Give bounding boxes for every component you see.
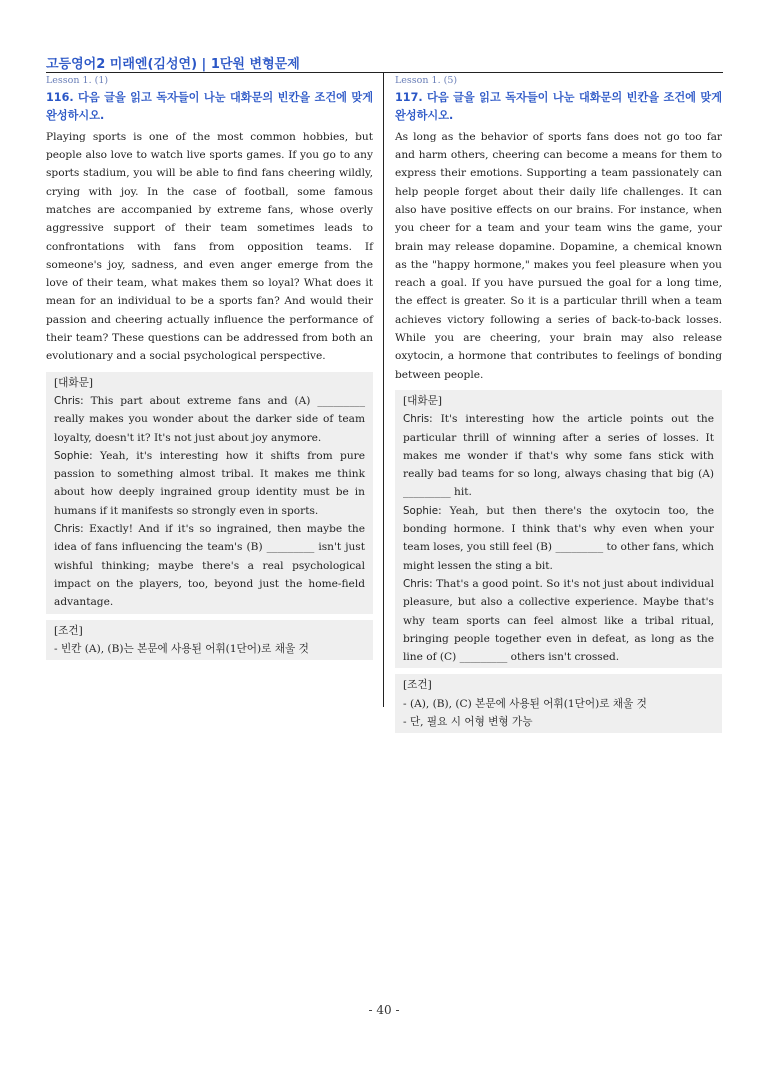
- dialogue-line: [403, 575, 714, 666]
- conditions-box: [395, 674, 722, 733]
- dialogue-text: Yeah, but then there's the oxytocin too, the bonding hormone. I think that's why even when your team loses, you still feel (B) _________ to other fans, which might lessen the sting a bit.: [403, 504, 714, 572]
- condition-item: - 단, 필요 시 어형 변형 가능: [403, 716, 533, 729]
- question-title: 116. 다음 글을 읽고 독자들이 나눈 대화문의 빈칸을 조건에 맞게 완성하시오.: [46, 91, 373, 123]
- page-header-title: 고등영어2 미래엔(김성연) | 1단원 변형문제: [46, 57, 300, 72]
- passage: As long as the behavior of sports fans does not go too far and harm others, cheering can become a means for them to express their emotions. Supporting a team passionately can help people forget about their daily life challenges. It can also have positive effects on our brains. For instance, when you cheer for a team and your team wins the game, your brain may release dopamine. Dopamine, a chemical known as the "happy hormone," makes you feel pleasure when you reach a goal. If you have pursued the goal for a long time, the effect is greater. So it is a particular thrill when a team achieves victory following a series of back-to-back losses. While you are cheering, your brain may also release oxytocin, a hormone that contributes to feelings of bonding between people.: [395, 130, 722, 381]
- column-divider: [383, 73, 384, 707]
- conditions-label: [조건]: [54, 624, 83, 637]
- lesson-label: Lesson 1. (5): [395, 75, 458, 86]
- question-116: [46, 74, 373, 660]
- dialogue-text: Yeah, it's interesting how it shifts from pure passion to something almost tribal. It makes me think about how deeply ingrained group identity must be in humans if it manifests so strongly even in sports.: [54, 449, 365, 517]
- question-117: [395, 74, 722, 733]
- conditions-box: [46, 620, 373, 661]
- dialogue-box: [46, 372, 373, 614]
- dialogue-text: That's a good point. So it's not just about individual pleasure, but also a collective experience. Maybe that's why team sports can feel almost like a tribal ritual, bringing people together even in defeat, as long as the line of (C) _________ others isn't crossed.: [403, 577, 714, 664]
- dialogue-line: [403, 410, 714, 501]
- speaker-name: Sophie:: [54, 449, 93, 462]
- speaker-name: Sophie:: [403, 504, 442, 517]
- condition-item: - (A), (B), (C) 본문에 사용된 어휘(1단어)로 채울 것: [403, 697, 647, 710]
- dialogue-text: This part about extreme fans and (A) _________ really makes you wonder about the darker side of team loyalty, doesn't it? It's not just about joy anymore.: [54, 394, 365, 444]
- conditions-label: [조건]: [403, 679, 432, 692]
- passage: Playing sports is one of the most common hobbies, but people also love to watch live sports games. If you go to any sports stadium, you will be able to find fans cheering wildly, crying with joy. In the case of football, some famous matches are accompanied by extreme fans, whose overly aggressive support of their team sometimes leads to confrontations with fans from opposition teams. If someone's joy, sadness, and even anger emerge from the love of their team, what makes them so loyal? What does it mean for an individual to be a sports fan? And would their passion and cheering actually influence the performance of their team? These questions can be addressed from both an evolutionary and a social psychological perspective.: [46, 130, 373, 363]
- dialogue-box: [395, 390, 722, 668]
- condition-item: - 빈칸 (A), (B)는 본문에 사용된 어휘(1단어)로 채울 것: [54, 642, 309, 655]
- speaker-name: Chris:: [403, 413, 433, 426]
- dialogue-text: It's interesting how the article points out the particular thrill of winning after a series of losses. It makes me wonder if that's why some fans stick with really bad teams for so long, always chasing that big (A) _________ hit.: [403, 413, 714, 499]
- speaker-name: Chris:: [54, 523, 84, 536]
- dialogue-text: Exactly! And if it's so ingrained, then maybe the idea of fans influencing the team's (B) _________ isn't just wishful thinking; maybe there's a real psychological impact on the players, too, beyond just the home-field advantage.: [54, 523, 365, 609]
- dialogue-line: [54, 447, 365, 520]
- lesson-label: Lesson 1. (1): [46, 75, 109, 86]
- dialogue-line: [54, 392, 365, 447]
- dialogue-label: [대화문]: [54, 376, 93, 389]
- speaker-name: Chris:: [403, 577, 433, 590]
- dialogue-label: [대화문]: [403, 394, 442, 407]
- speaker-name: Chris:: [54, 394, 84, 407]
- page-number: - 40 -: [368, 1003, 400, 1017]
- dialogue-line: [54, 520, 365, 611]
- question-title: 117. 다음 글을 읽고 독자들이 나눈 대화문의 빈칸을 조건에 맞게 완성하시오.: [395, 91, 722, 123]
- dialogue-line: [403, 502, 714, 575]
- header-rule: [46, 72, 723, 73]
